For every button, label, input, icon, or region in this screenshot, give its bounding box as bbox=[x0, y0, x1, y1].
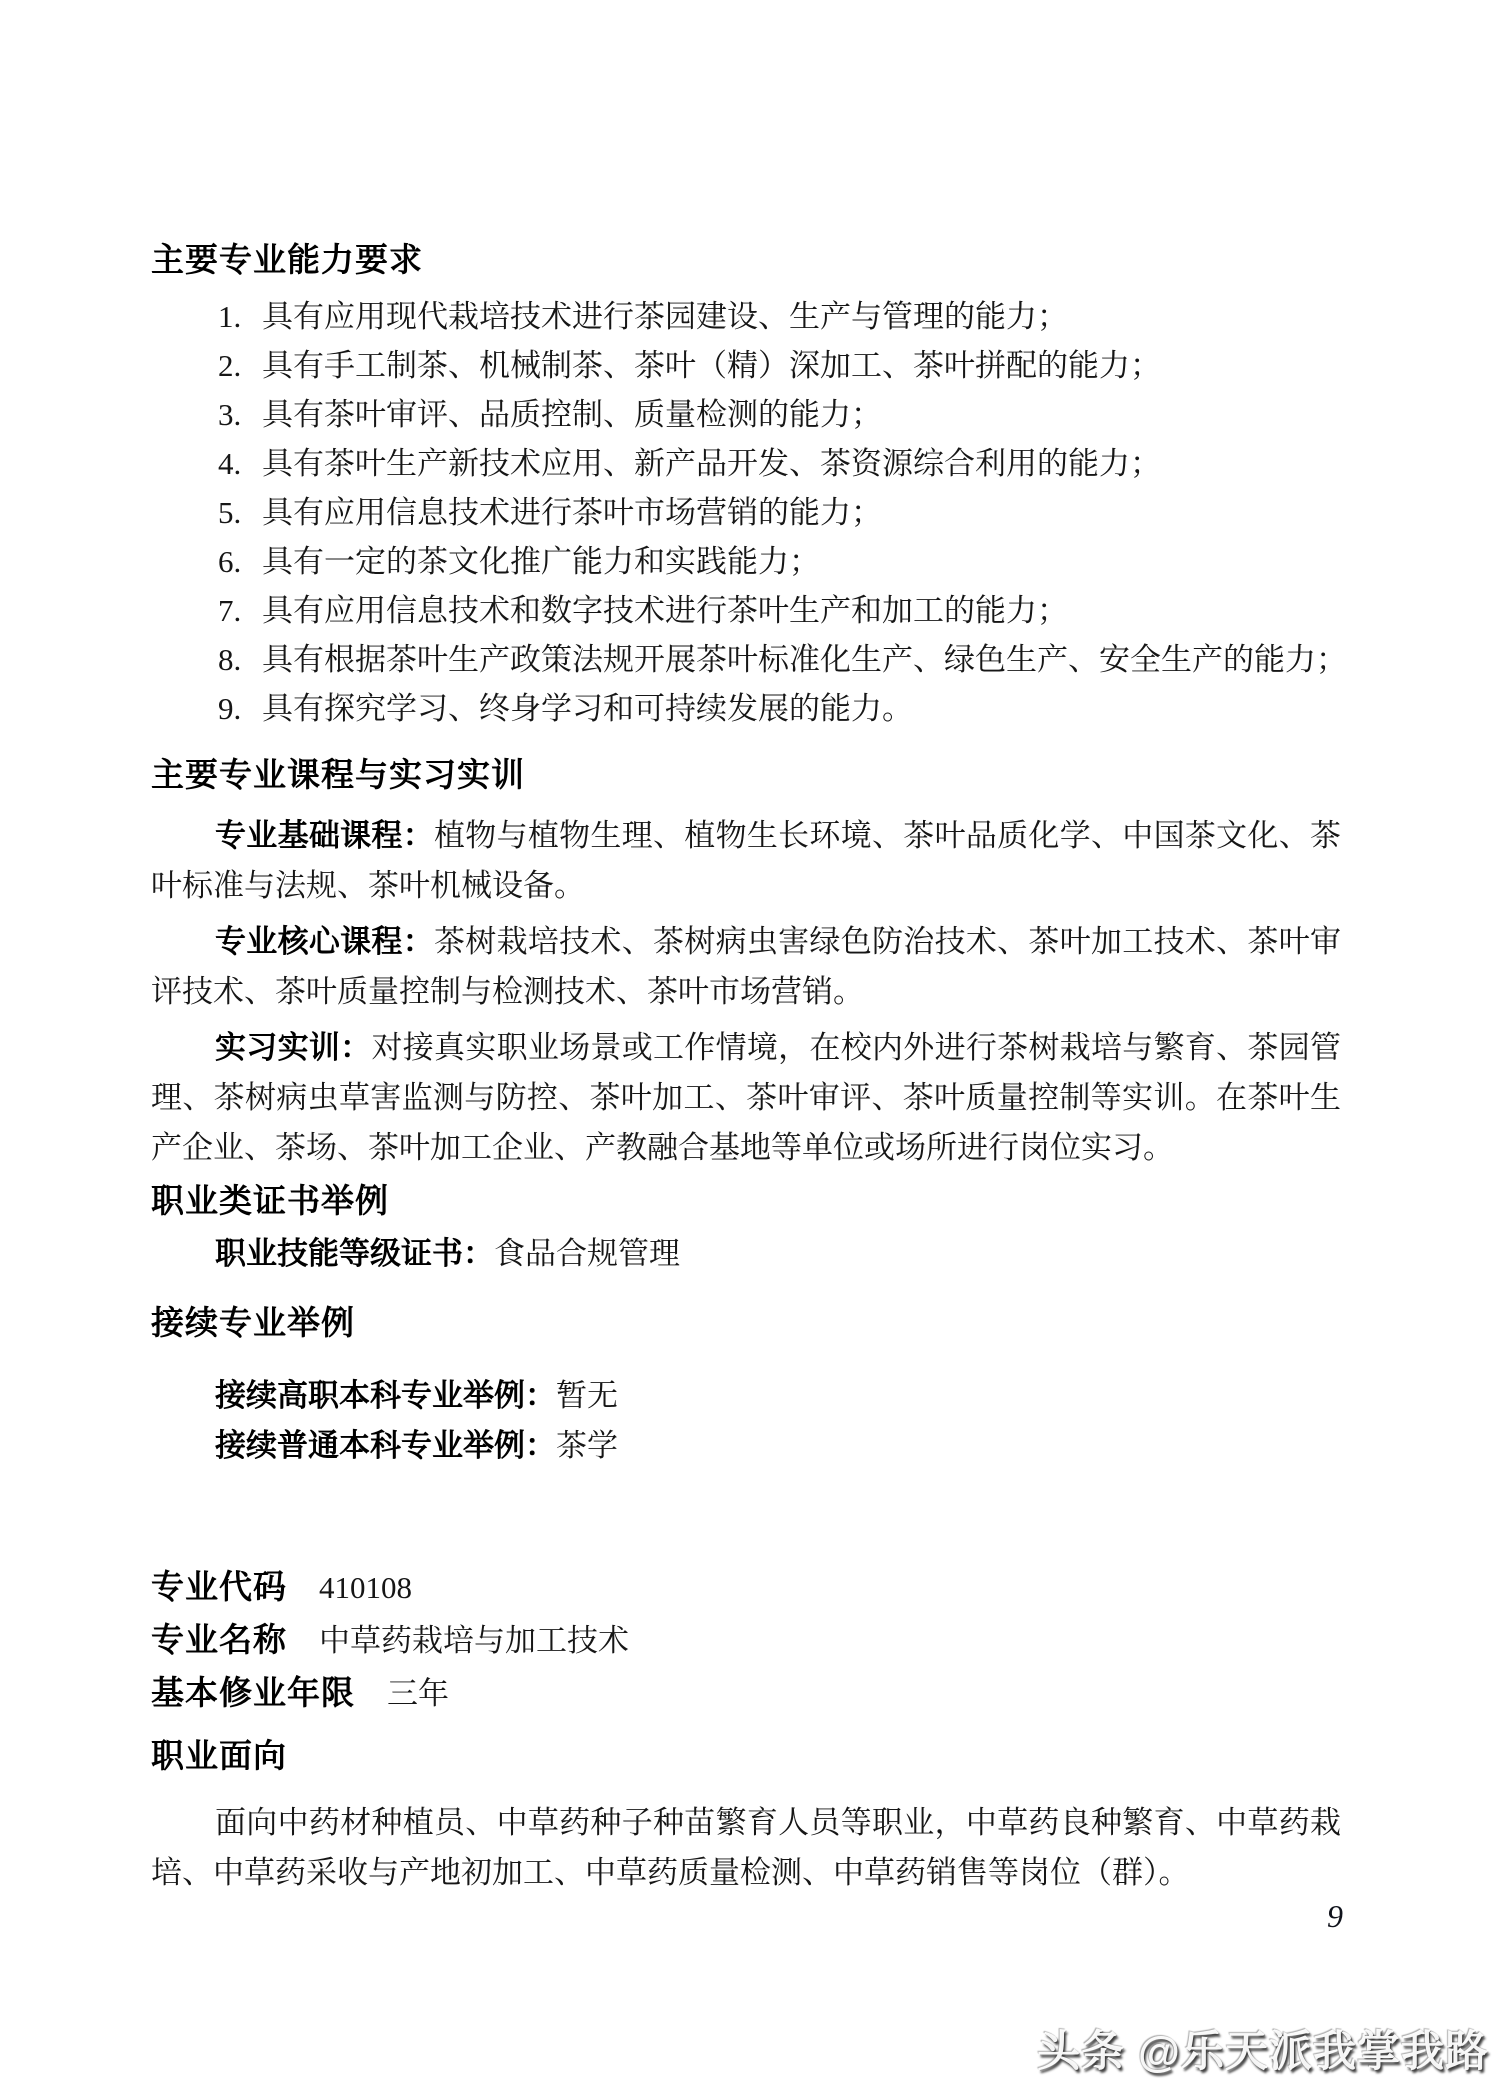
list-item bbox=[151, 684, 1341, 733]
paragraph-career: 面向中药材种植员、中草药种子种苗繁育人员等职业，中草药良种繁育、中草药栽培、中草药采收与产地初加工、中草药质量检测、中草药销售等岗位（群）。 bbox=[151, 1805, 1341, 1890]
list-item bbox=[151, 341, 1341, 390]
continuation-paragraphs bbox=[151, 1371, 1341, 1471]
list-item bbox=[151, 488, 1341, 537]
field-value: 中草药栽培与加工技术 bbox=[319, 1623, 629, 1658]
list-item-text: 具有根据茶叶生产政策法规开展茶叶标准化生产、绿色生产、安全生产的能力； bbox=[262, 642, 1347, 677]
paragraph-label: 职业技能等级证书： bbox=[215, 1236, 494, 1271]
list-item-text: 具有应用现代栽培技术进行茶园建设、生产与管理的能力； bbox=[262, 299, 1068, 334]
list-item bbox=[151, 635, 1347, 684]
list-item-text: 具有应用信息技术和数字技术进行茶叶生产和加工的能力； bbox=[262, 593, 1068, 628]
list-item-text: 具有茶叶生产新技术应用、新产品开发、茶资源综合利用的能力； bbox=[262, 446, 1161, 481]
paragraph-label: 接续普通本科专业举例： bbox=[215, 1428, 556, 1463]
list-item-number: 4. bbox=[218, 446, 242, 481]
certificates-paragraphs bbox=[151, 1229, 1341, 1279]
list-item-text: 具有茶叶审评、品质控制、质量检测的能力； bbox=[262, 397, 882, 432]
paragraph-regular-bachelor bbox=[151, 1421, 1341, 1471]
list-item-text: 具有应用信息技术进行茶叶市场营销的能力； bbox=[262, 495, 882, 530]
paragraph-core-courses bbox=[151, 917, 1341, 1017]
list-item bbox=[151, 586, 1341, 635]
document-page bbox=[151, 0, 1347, 1898]
list-item-number: 2. bbox=[218, 348, 242, 383]
field-major-name bbox=[151, 1614, 1341, 1667]
list-item-number: 5. bbox=[218, 495, 242, 530]
paragraph-text: 对接真实职业场景或工作情境，在校内外进行茶树栽培与繁育、茶园管理、茶树病虫草害监测与防控、茶叶加工、茶叶审评、茶叶质量控制等实训。在茶叶生产企业、茶场、茶叶加工企业、产教融合基地等单位或场所进行岗位实习。 bbox=[151, 1030, 1342, 1165]
paragraph-label: 实习实训： bbox=[215, 1030, 372, 1065]
list-item-text: 具有手工制茶、机械制茶、茶叶（精）深加工、茶叶拼配的能力； bbox=[262, 348, 1161, 383]
paragraph-text: 茶学 bbox=[556, 1428, 618, 1463]
paragraph-practice bbox=[151, 1023, 1341, 1173]
section-heading-certificates: 职业类证书举例 bbox=[151, 1182, 389, 1219]
paragraph-text: 茶树栽培技术、茶树病虫害绿色防治技术、茶叶加工技术、茶叶审评技术、茶叶质量控制与检测技术、茶叶市场营销。 bbox=[151, 924, 1341, 1009]
paragraph-text: 食品合规管理 bbox=[494, 1236, 680, 1271]
field-value: 410108 bbox=[319, 1570, 412, 1605]
list-item-number: 3. bbox=[218, 397, 242, 432]
section-heading-abilities: 主要专业能力要求 bbox=[151, 241, 423, 278]
paragraph-label: 专业核心课程： bbox=[215, 924, 434, 959]
field-value: 三年 bbox=[387, 1676, 449, 1711]
section-heading-career: 职业面向 bbox=[151, 1737, 287, 1774]
list-item-number: 9. bbox=[218, 691, 242, 726]
field-label: 专业代码 bbox=[151, 1568, 287, 1605]
list-item-text: 具有探究学习、终身学习和可持续发展的能力。 bbox=[262, 691, 913, 726]
list-item bbox=[151, 439, 1341, 488]
section-heading-continuation: 接续专业举例 bbox=[151, 1304, 355, 1341]
list-item bbox=[151, 390, 1341, 439]
section-heading-courses: 主要专业课程与实习实训 bbox=[151, 756, 525, 793]
list-item bbox=[151, 292, 1341, 341]
paragraph-vocational-bachelor bbox=[151, 1371, 1341, 1421]
list-item-number: 8. bbox=[218, 642, 242, 677]
major-info-block bbox=[151, 1561, 1341, 1720]
list-item-number: 6. bbox=[218, 544, 242, 579]
paragraph-skill-certificate bbox=[151, 1229, 1341, 1279]
list-item-number: 7. bbox=[218, 593, 242, 628]
field-label: 基本修业年限 bbox=[151, 1674, 355, 1711]
list-item-text: 具有一定的茶文化推广能力和实践能力； bbox=[262, 544, 820, 579]
paragraph-basic-courses bbox=[151, 811, 1341, 911]
field-major-code bbox=[151, 1561, 1341, 1614]
page-number: 9 bbox=[1327, 1898, 1343, 1934]
field-label: 专业名称 bbox=[151, 1621, 287, 1658]
field-study-duration bbox=[151, 1667, 1341, 1720]
paragraph-label: 接续高职本科专业举例： bbox=[215, 1378, 556, 1413]
watermark: 头条 @乐天派我掌我路 bbox=[1037, 2028, 1489, 2076]
courses-paragraphs bbox=[151, 811, 1341, 1173]
list-item bbox=[151, 537, 1341, 586]
paragraph-text: 植物与植物生理、植物生长环境、茶叶品质化学、中国茶文化、茶叶标准与法规、茶叶机械设备。 bbox=[151, 818, 1341, 903]
list-item-number: 1. bbox=[218, 299, 242, 334]
paragraph-text: 暂无 bbox=[556, 1378, 618, 1413]
abilities-list bbox=[151, 292, 1347, 733]
paragraph-label: 专业基础课程： bbox=[215, 818, 434, 853]
